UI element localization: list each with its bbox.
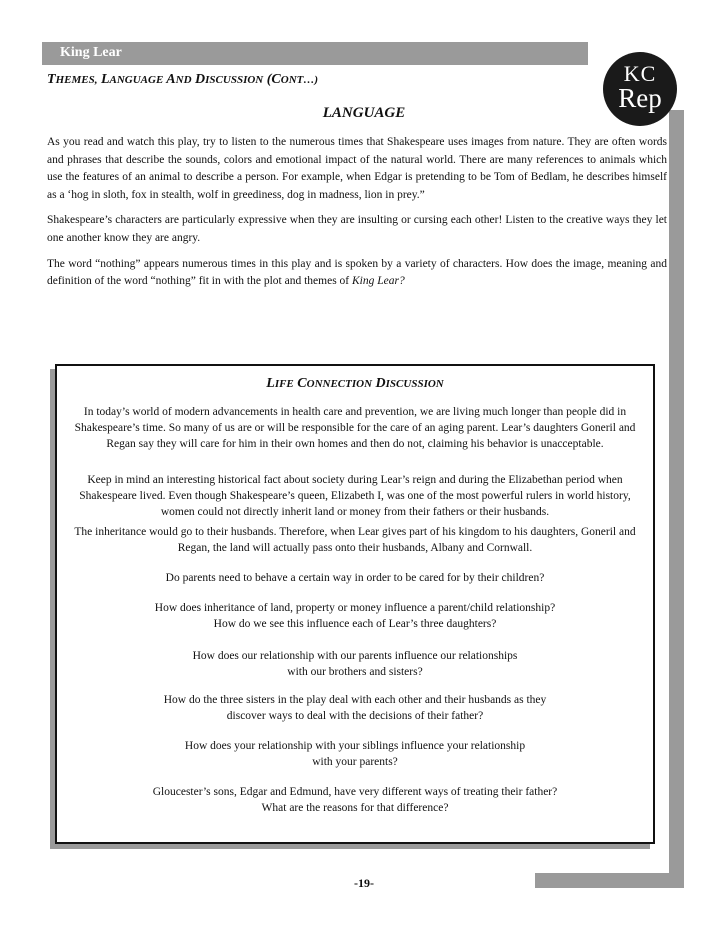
question-6: Gloucester’s sons, Edgar and Edmund, have very different ways of treating their father? What are the reasons for that difference?: [152, 786, 558, 814]
discussion-paragraph-1: In today’s world of modern advancements in health care and prevention, we are living much longer than people did in Shakespeare’s time. So many of us are or will be responsible for the care of an aging parent. Lear’s daughters Goneril and Regan say they will care for him in their own homes and then do not, claiming his behavior is unacceptable.: [74, 406, 636, 450]
paragraph-nothing: [47, 256, 667, 291]
language-body: [47, 134, 667, 299]
life-connection-box: [55, 364, 655, 844]
header-bar: [42, 42, 588, 65]
question-4: How do the three sisters in the play deal with each other and their husbands as they discover ways to deal with the decisions of their father?: [163, 694, 547, 722]
language-heading: LANGUAGE: [322, 105, 406, 121]
logo-line1: KC: [623, 61, 657, 86]
discussion-title: LIFE CONNECTION DISCUSSION: [266, 376, 444, 391]
question-2: How does inheritance of land, property or money influence a parent/child relationship? How do we see this influence each of Lear’s three daughters?: [154, 602, 556, 630]
paragraph-nature-imagery: As you read and watch this play, try to listen to the numerous times that Shakespeare uses images from nature. They are often words and phrases that describe the sounds, colors and emotional impact of the natural world. There are many references to animals which use the features of an animal to describe a person. For example, when Edgar is pretending to be Tom of Bedlam, he describes himself as a ‘hog in sloth, fox in stealth, wolf in greediness, dog in madness, lion in prey.”: [47, 136, 667, 201]
logo-line2: Rep: [618, 83, 662, 113]
question-5: How does your relationship with your siblings influence your relationship with your parents?: [184, 740, 526, 768]
play-title-italic: King Lear?: [352, 275, 405, 288]
page-number: -19-: [354, 876, 374, 890]
play-title: King Lear: [60, 45, 122, 60]
question-3: How does our relationship with our parents influence our relationships with our brothers and sisters?: [192, 650, 518, 678]
paragraph-nothing-text: The word “nothing” appears numerous times in this play and is spoken by a variety of characters. How does the image, meaning and definition of the word “nothing” fit in with the plot and themes of: [47, 257, 667, 288]
discussion-paragraph-3: The inheritance would go to their husbands. Therefore, when Lear gives part of his kingdom to his daughters, Goneril and Regan, the land will actually pass onto their husbands, Albany and Cornwall.: [74, 526, 636, 554]
page-shadow-right: [669, 110, 684, 888]
question-1: Do parents need to behave a certain way in order to be cared for by their children?: [165, 572, 545, 584]
section-title: THEMES, LANGUAGE AND DISCUSSION (CONT…): [47, 72, 319, 87]
discussion-paragraph-2: Keep in mind an interesting historical fact about society during Lear’s reign and during the Elizabethan period when Shakespeare lived. Even though Shakespeare’s queen, Elizabeth I, was one of the most powerful rulers in world history, women could not directly inherit land or money from their fathers or their husbands.: [79, 474, 631, 518]
paragraph-insults: Shakespeare’s characters are particularly expressive when they are insulting or cursing each other! Listen to the creative ways they let one another know they are angry.: [47, 214, 667, 244]
